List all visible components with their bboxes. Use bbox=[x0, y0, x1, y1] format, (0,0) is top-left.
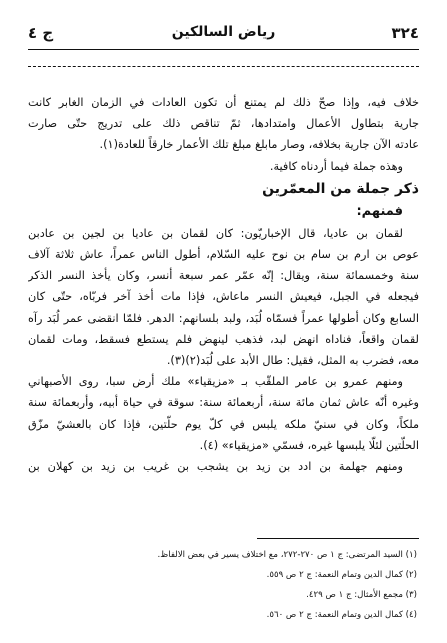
text-line: عادته الآن جارية بخلافه، وصار مابلغ مبلغ تلك الأعمار خارقاً للعادة(١). bbox=[99, 138, 419, 152]
footnotes bbox=[28, 545, 417, 625]
text-line: وهذه جملة فيما أردناه كافية. bbox=[269, 159, 403, 173]
text-line: عوص بن ارم بن سام بن نوح عليه السّلام، أطول الناس عمراً، عاش ثلاثة آلاف bbox=[28, 248, 419, 262]
text-line: خلاف فيه، وإذا صحّ ذلك لم يمتنع أن تكون العادات في الزمان الغابر كانت bbox=[28, 96, 419, 109]
section-subheading: فمنهم: bbox=[356, 203, 403, 219]
text-line: فيجعله في الجبل، فيعيش النسر ماعاش، فإذا مات أخذ آخر فربّاه، حتّى كان bbox=[28, 290, 419, 304]
dotted-separator bbox=[28, 66, 419, 67]
paragraph-4-cont bbox=[28, 392, 419, 456]
text-line: لقمان بن عاديا، قال الإخباريّون: كان لقمان بن عاديا بن لجين بن عادبن bbox=[28, 226, 403, 240]
paragraph-5 bbox=[28, 456, 419, 477]
text-line: الحلّتين لئلّا يلبسها غيره، فسمّي «مزيقياء» (٤). bbox=[199, 438, 419, 452]
paragraph-3-cont bbox=[28, 244, 419, 371]
paragraph-1 bbox=[28, 92, 419, 156]
paragraph-4 bbox=[28, 371, 419, 392]
footnote-rule bbox=[257, 538, 419, 539]
running-header bbox=[28, 24, 419, 46]
footnote-4: (٤) كمال الدين وتمام النعمة: ج ٢ ص ٥٦٠. bbox=[266, 610, 417, 620]
text-line: معه، فضرب به المثل، فقيل: طال الأبد على لُبَد(٢)(٣). bbox=[166, 354, 419, 368]
footnote-3: (٣) مجمع الأمثال: ج ١ ص ٤٢٩. bbox=[306, 590, 417, 600]
text-line: لقمان واقعاً، فناداه انهض لبد، فذهب لينهض فلم يستطع فسقط، ومات لقمان bbox=[28, 332, 419, 346]
text-line: سنة وخمسمائة سنة، ويقال: إنّه عمّر عمر سبعة أنسر، وكان يأخذ النسر الذكر bbox=[28, 269, 419, 283]
header-rule bbox=[28, 49, 419, 50]
text-line: ملكاً، وكان في سنيّ ملكه يلبس في كلّ يوم حلّتين، فإذا كان بالعشيّ مزّق bbox=[28, 417, 419, 431]
paragraph-3 bbox=[28, 223, 419, 244]
text-line: جارية بتطاول الأعمال وامتدادها، ثمّ تناقص ذلك على تدريج حتّى صارت bbox=[28, 117, 419, 131]
main-text bbox=[28, 92, 419, 477]
text-line: ومنهم عمرو بن عامر الملقّب بـ «مزيقياء» ملك أرض سبا، روى الأصبهاني bbox=[28, 375, 403, 389]
text-line: السابع وكان أطولها عمراً فسمّاه لُبَد، ولبد بلسانهم: الدهر. فلمّا انقضى عمر لُبَد رآه bbox=[28, 311, 419, 325]
text-line: وغيره أنّه عاش ثمان مائة سنة، أربعمائة سنة: سوقة في حياة أبيه، وأربعمائة سنة bbox=[28, 396, 419, 410]
footnote-1: (١) السيد المرتضى: ج ١ ص ٢٧٠-٢٧٢، مع اختلاف يسير في بعض الالفاظ. bbox=[157, 550, 417, 560]
book-title: رياض السالكين bbox=[171, 24, 276, 40]
volume-label: ج ٤ bbox=[28, 24, 54, 42]
section-heading: ذكر جملة من المعمّرين bbox=[262, 180, 419, 197]
page-number: ٣٢٤ bbox=[391, 24, 419, 42]
paragraph-2 bbox=[28, 156, 419, 177]
footnote-2: (٢) كمال الدين وتمام النعمة: ج ٢ ص ٥٥٩. bbox=[266, 570, 417, 580]
text-line: ومنهم جهلمة بن ادد بن زيد بن يشجب بن غريب بن زيد بن كهلان بن bbox=[28, 460, 403, 474]
